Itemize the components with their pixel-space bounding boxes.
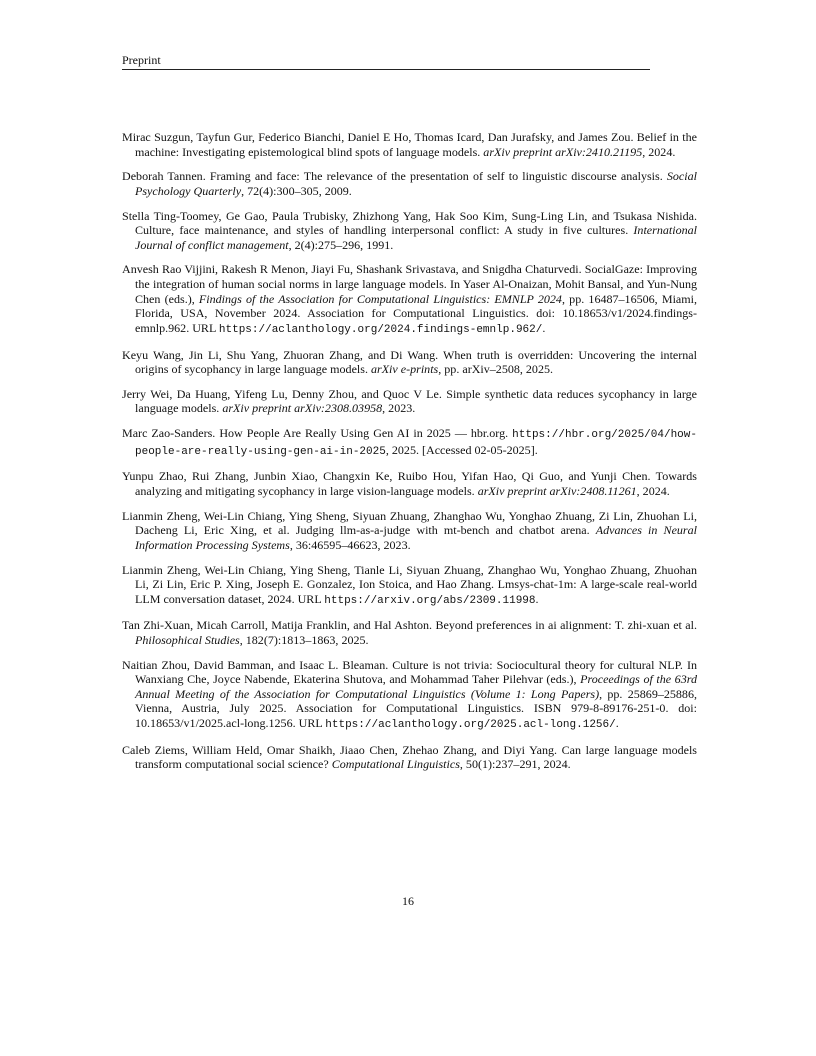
reference-venue: Findings of the Association for Computational Linguistics: EMNLP 2024 <box>198 291 562 306</box>
reference-entry <box>122 469 697 498</box>
reference-text: Tan Zhi-Xuan, Micah Carroll, Matija Franklin, and Hal Ashton. Beyond preferences in ai alignment: T. zhi-xuan et al. <box>122 618 697 633</box>
reference-text: , 72(4):300–305, 2009. <box>241 183 352 198</box>
reference-venue: Computational Linguistics <box>331 757 460 772</box>
reference-entry <box>122 563 697 609</box>
reference-venue: Social Psychology Quarterly <box>135 169 697 198</box>
reference-text: , pp. 25869–25886, Vienna, Austria, July 2025. Association for Computational Linguistics. ISBN 979-8-89176-251-0. doi: 10.18653/v1/2025.acl-long.1256. URL <box>135 686 697 731</box>
reference-text: , 50(1):237–291, 2024. <box>459 757 571 772</box>
running-title: Preprint <box>122 53 161 67</box>
reference-text: , pp. arXiv–2508, 2025. <box>438 362 554 377</box>
reference-text: Yunpu Zhao, Rui Zhang, Junbin Xiao, Changxin Ke, Ruibo Hou, Yifan Hao, Qi Guo, and Yunji Chen. Towards analyzing and mitigating sycophancy in large vision-language models. <box>122 469 697 498</box>
running-header <box>122 53 650 70</box>
reference-venue: arXiv preprint arXiv:2408.11261 <box>477 483 637 498</box>
reference-text: Mirac Suzgun, Tayfun Gur, Federico Bianchi, Daniel E Ho, Thomas Icard, Dan Jurafsky, and James Zou. Belief in the machine: Investigating epistemological blind spots of language models. <box>122 130 697 159</box>
reference-text: , 2023. <box>382 401 416 416</box>
reference-entry <box>122 509 697 553</box>
reference-entry <box>122 209 697 253</box>
reference-text: . <box>542 320 546 335</box>
reference-url[interactable]: https://hbr.org/2025/04/how-people-are-really-using-gen-ai-in-2025 <box>135 429 697 458</box>
reference-text: Deborah Tannen. Framing and face: The relevance of the presentation of self to linguistic discourse analysis. <box>122 169 667 184</box>
reference-url[interactable]: https://aclanthology.org/2025.acl-long.1256/ <box>325 719 616 732</box>
reference-text: , 182(7):1813–1863, 2025. <box>239 632 369 647</box>
reference-text: Keyu Wang, Jin Li, Shu Yang, Zhuoran Zhang, and Di Wang. When truth is overridden: Uncovering the internal origins of sycophancy in large language models. <box>122 347 697 377</box>
reference-text: . <box>535 591 539 606</box>
reference-text: , 2024. <box>642 144 676 159</box>
reference-venue: Proceedings of the 63rd Annual Meeting of the Association for Computational Linguistics (Volume 1: Long Papers) <box>135 672 697 701</box>
reference-text: . <box>615 716 619 731</box>
reference-venue: International Journal of conflict management <box>135 223 697 252</box>
reference-text: Marc Zao-Sanders. How People Are Really Using Gen AI in 2025 — hbr.org. <box>122 426 513 441</box>
reference-text: Stella Ting-Toomey, Ge Gao, Paula Trubisky, Zhizhong Yang, Hak Soo Kim, Sung-Ling Lin, and Tsukasa Nishida. Culture, face maintenance, and styles of handling interpersonal conflict: A study in five cultures. <box>122 208 697 238</box>
reference-entry <box>122 348 697 377</box>
reference-list <box>122 130 697 782</box>
reference-venue: arXiv preprint arXiv:2308.03958 <box>222 401 383 416</box>
reference-entry <box>122 387 697 416</box>
reference-text: Lianmin Zheng, Wei-Lin Chiang, Ying Sheng, Tianle Li, Siyuan Zhuang, Zhanghao Wu, Yonghao Zhuang, Zhuohan Li, Zi Lin, Eric P. Xing, Joseph E. Gonzalez, Ion Stoica, and Hao Zhang. Lmsys-chat-1m: A large-scale real-world LLM conversation dataset, 2024. URL <box>122 562 697 606</box>
reference-entry <box>122 426 697 459</box>
reference-text: Anvesh Rao Vijjini, Rakesh R Menon, Jiayi Fu, Shashank Srivastava, and Snigdha Chaturvedi. SocialGaze: Improving the integration of human social norms in large language models. In Yaser Al-Onaizan, Mohit Bansal, and Yun-Nung Chen (eds.), <box>122 262 697 306</box>
reference-text: Caleb Ziems, William Held, Omar Shaikh, Jiaao Chen, Zhehao Zhang, and Diyi Yang. Can large language models transform computational social science? <box>122 742 697 772</box>
reference-text: Naitian Zhou, David Bamman, and Isaac L. Bleaman. Culture is not trivia: Sociocultural theory for cultural NLP. In Wanxiang Che, Joyce Nabende, Ekaterina Shutova, and Mohammad Taher Pilehvar (eds.), <box>122 657 697 687</box>
reference-text: , 2(4):275–296, 1991. <box>288 237 394 252</box>
reference-entry <box>122 658 697 733</box>
page-number: 16 <box>402 894 414 908</box>
reference-entry <box>122 618 697 647</box>
reference-text: , 2024. <box>636 483 670 498</box>
reference-text: Lianmin Zheng, Wei-Lin Chiang, Ying Sheng, Siyuan Zhuang, Zhanghao Wu, Yonghao Zhuang, Zi Lin, Zhuohan Li, Dacheng Li, Eric Xing, et al. Judging llm-as-a-judge with mt-bench and chatbot arena. <box>122 508 697 538</box>
reference-entry <box>122 743 697 772</box>
reference-entry <box>122 262 697 337</box>
reference-entry <box>122 130 697 159</box>
reference-url[interactable]: https://arxiv.org/abs/2309.11998 <box>324 594 536 607</box>
reference-text: , 36:46595–46623, 2023. <box>289 537 411 552</box>
reference-text: , 2025. [Accessed 02-05-2025]. <box>385 442 538 457</box>
reference-entry <box>122 169 697 198</box>
reference-venue: arXiv preprint arXiv:2410.21195 <box>483 144 643 159</box>
reference-url[interactable]: https://aclanthology.org/2024.findings-emnlp.962/ <box>218 323 543 336</box>
reference-text: Jerry Wei, Da Huang, Yifeng Lu, Denny Zhou, and Quoc V Le. Simple synthetic data reduces sycophancy in large language models. <box>122 386 697 416</box>
reference-venue: Advances in Neural Information Processing Systems <box>135 523 697 552</box>
reference-venue: arXiv e-prints <box>370 362 439 377</box>
reference-text: , pp. 16487–16506, Miami, Florida, USA, November 2024. Association for Computational Linguistics. doi: 10.18653/v1/2024.findings-emnlp.962. URL <box>135 291 698 335</box>
reference-venue: Philosophical Studies <box>135 632 240 647</box>
